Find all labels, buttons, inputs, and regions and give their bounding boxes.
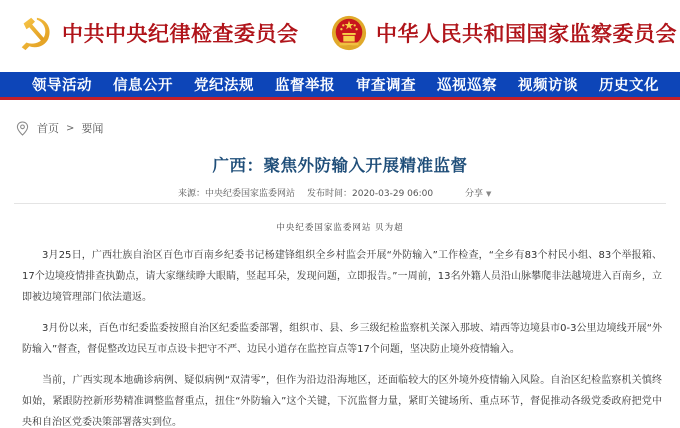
site-header	[0, 0, 680, 72]
article-publish-time: 发布时间：2020-03-29 06:00	[307, 189, 434, 199]
ccdi-logo-link[interactable]	[16, 14, 299, 52]
article-paragraph: 当前，广西实现本地确诊病例、疑似病例“双清零”，但作为沿边沿海地区，还面临较大的区外境外疫情输入风险。自治区纪检监察机关慎终如始，紧跟防控新形势精准调整监督重点，扭住“外防输入”这个关键，下沉监督力量，紧盯关键场所、重点环节，督促推动各级党委政府把党中央和自治区党委决策部署落实到位。	[22, 375, 662, 428]
breadcrumb-home[interactable]: 首页	[37, 122, 59, 135]
breadcrumb-separator: >	[66, 122, 75, 134]
share-button[interactable]	[465, 186, 491, 199]
party-emblem-icon	[16, 14, 54, 52]
nav-item-inspection[interactable]: 巡视巡察	[437, 77, 497, 94]
nsc-org-name: 中华人民共和国国家监察委员会	[376, 21, 677, 46]
nav-item-investigation[interactable]: 审查调查	[356, 77, 416, 94]
divider	[14, 203, 666, 204]
nav-item-report[interactable]: 监督举报	[275, 77, 335, 94]
location-pin-icon	[16, 121, 29, 136]
article-body	[22, 245, 662, 428]
share-label: 分享	[465, 189, 484, 199]
nsc-logo-link[interactable]	[330, 14, 677, 52]
nav-item-disclosure[interactable]: 信息公开	[113, 77, 173, 94]
nav-item-leadership[interactable]: 领导活动	[32, 77, 92, 94]
article-byline: 中央纪委国家监委网站 贝为超	[276, 223, 404, 233]
breadcrumb	[16, 120, 103, 136]
article-title: 广西：聚焦外防输入开展精准监督	[212, 156, 468, 175]
article-paragraph: 3月25日，广西壮族自治区百色市百南乡纪委书记杨建锋组织全乡村监会开展“外防输入”工作检查，“全乡有83个村民小组、83个举报箱、17个边境疫情排查执勤点，请大家继续睁大眼睛，竖起耳朵，发现问题，立即报告。”一周前，13名外籍人员沿山脉攀爬非法越境进入百南乡，立即被边境管理部门依法遣返。	[22, 250, 662, 303]
article-paragraph: 3月份以来，百色市纪委监委按照自治区纪委监委部署，组织市、县、乡三级纪检监察机关深入那坡、靖西等边境县市0-3公里边境线开展“外防输入”督查，督促整改边民互市点设卡把守不严、边民小道存在监控盲点等17个问题，坚决防止境外疫情输入。	[22, 323, 662, 355]
main-nav	[0, 72, 680, 100]
chevron-down-icon: ▼	[486, 190, 492, 198]
article-source: 来源：中央纪委国家监委网站	[178, 189, 296, 199]
breadcrumb-news[interactable]: 要闻	[81, 122, 104, 135]
nav-item-history[interactable]: 历史文化	[599, 77, 659, 94]
ccdi-org-name: 中共中央纪律检查委员会	[62, 21, 299, 46]
nav-item-regulations[interactable]: 党纪法规	[194, 77, 254, 94]
nav-item-video[interactable]: 视频访谈	[518, 77, 578, 94]
national-emblem-icon	[330, 14, 368, 52]
